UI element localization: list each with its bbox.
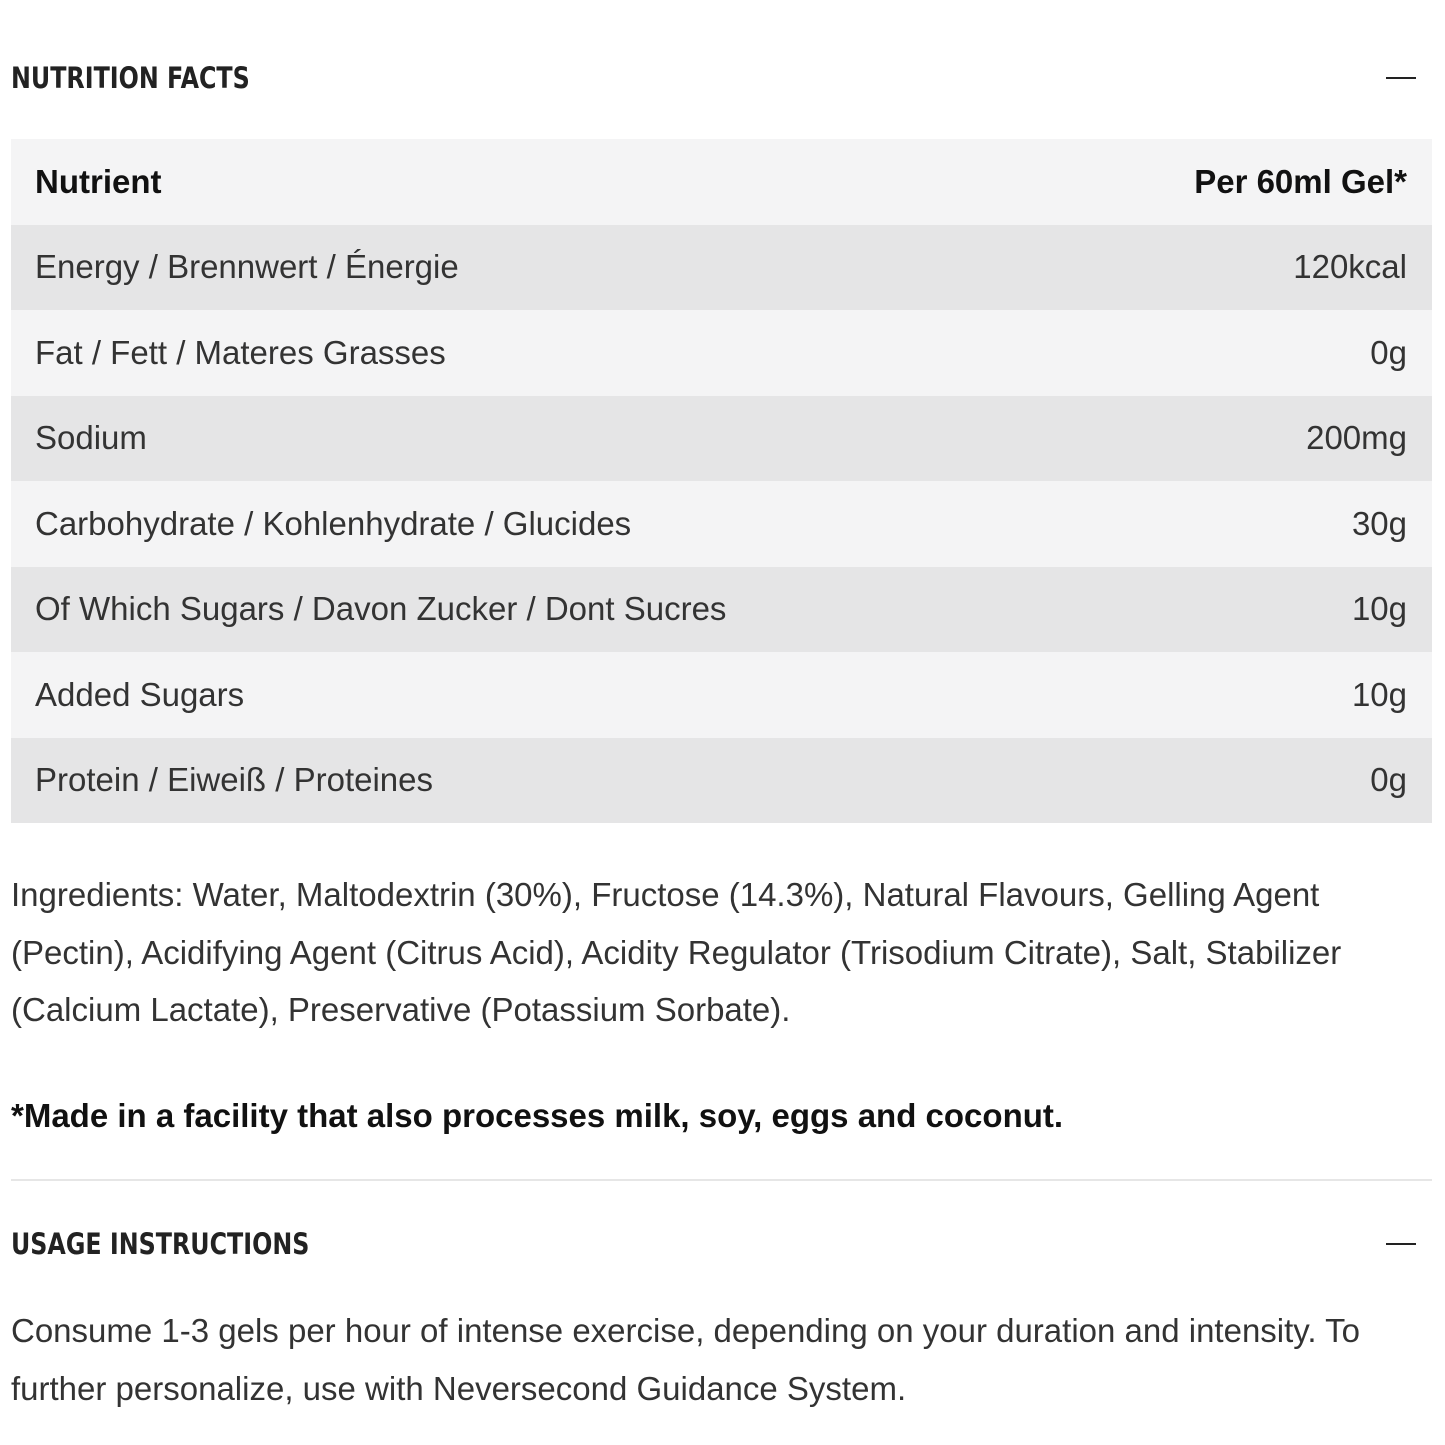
table-row — [11, 225, 1432, 311]
nutrient-amount: 10g — [1351, 590, 1407, 628]
nutrition-facts-title: NUTRITION FACTS — [11, 61, 250, 95]
nutrition-facts-header[interactable] — [11, 56, 1432, 100]
nutrient-name: Energy / Brennwert / Énergie — [35, 248, 459, 286]
usage-collapse-toggle[interactable] — [1370, 1224, 1432, 1264]
nutrient-amount: 30g — [1351, 504, 1407, 542]
table-row — [11, 396, 1432, 482]
column-header-amount: Per 60ml Gel* — [1194, 162, 1407, 200]
nutrient-name: Protein / Eiweiß / Proteines — [35, 761, 433, 799]
nutrition-table — [11, 139, 1432, 823]
usage-instructions-text: Consume 1-3 gels per hour of intense exercise, depending on your duration and intensity. To further personalize, use with Neversecond Guidance System. — [11, 1312, 1360, 1407]
usage-instructions-title: USAGE INSTRUCTIONS — [11, 1227, 310, 1261]
nutrient-name: Fat / Fett / Materes Grasses — [35, 333, 446, 371]
table-row — [11, 310, 1432, 396]
table-row — [11, 567, 1432, 653]
nutrient-name: Of Which Sugars / Davon Zucker / Dont Sucres — [35, 590, 727, 628]
nutrient-name: Carbohydrate / Kohlenhydrate / Glucides — [35, 504, 632, 542]
nutrient-name: Added Sugars — [35, 675, 245, 713]
nutrient-amount: 0g — [1370, 333, 1407, 371]
nutrient-amount: 120kcal — [1293, 248, 1407, 286]
nutrient-amount: 0g — [1370, 761, 1407, 799]
table-header-row — [11, 139, 1432, 225]
table-row — [11, 481, 1432, 567]
nutrient-amount: 10g — [1351, 675, 1407, 713]
section-divider — [11, 1179, 1432, 1181]
nutrient-name: Sodium — [35, 419, 147, 457]
nutrition-collapse-toggle[interactable] — [1370, 58, 1432, 98]
table-row — [11, 738, 1432, 824]
ingredients-text: Ingredients: Water, Maltodextrin (30%), Fructose (14.3%), Natural Flavours, Gelling Agent (Pectin), Acidifying Agent (Citrus Acid), Acidity Regulator (Trisodium Citrate), Salt, Stabilizer (Calcium Lactate), Preservative (Potassium Sorbate). — [11, 876, 1342, 1028]
allergen-note: *Made in a facility that also processes milk, soy, eggs and coconut. — [11, 1097, 1064, 1134]
minus-icon — [1386, 1243, 1416, 1245]
minus-icon — [1386, 77, 1416, 79]
usage-instructions-header[interactable] — [11, 1222, 1432, 1266]
column-header-nutrient: Nutrient — [35, 162, 162, 200]
table-row — [11, 652, 1432, 738]
nutrient-amount: 200mg — [1306, 419, 1407, 457]
